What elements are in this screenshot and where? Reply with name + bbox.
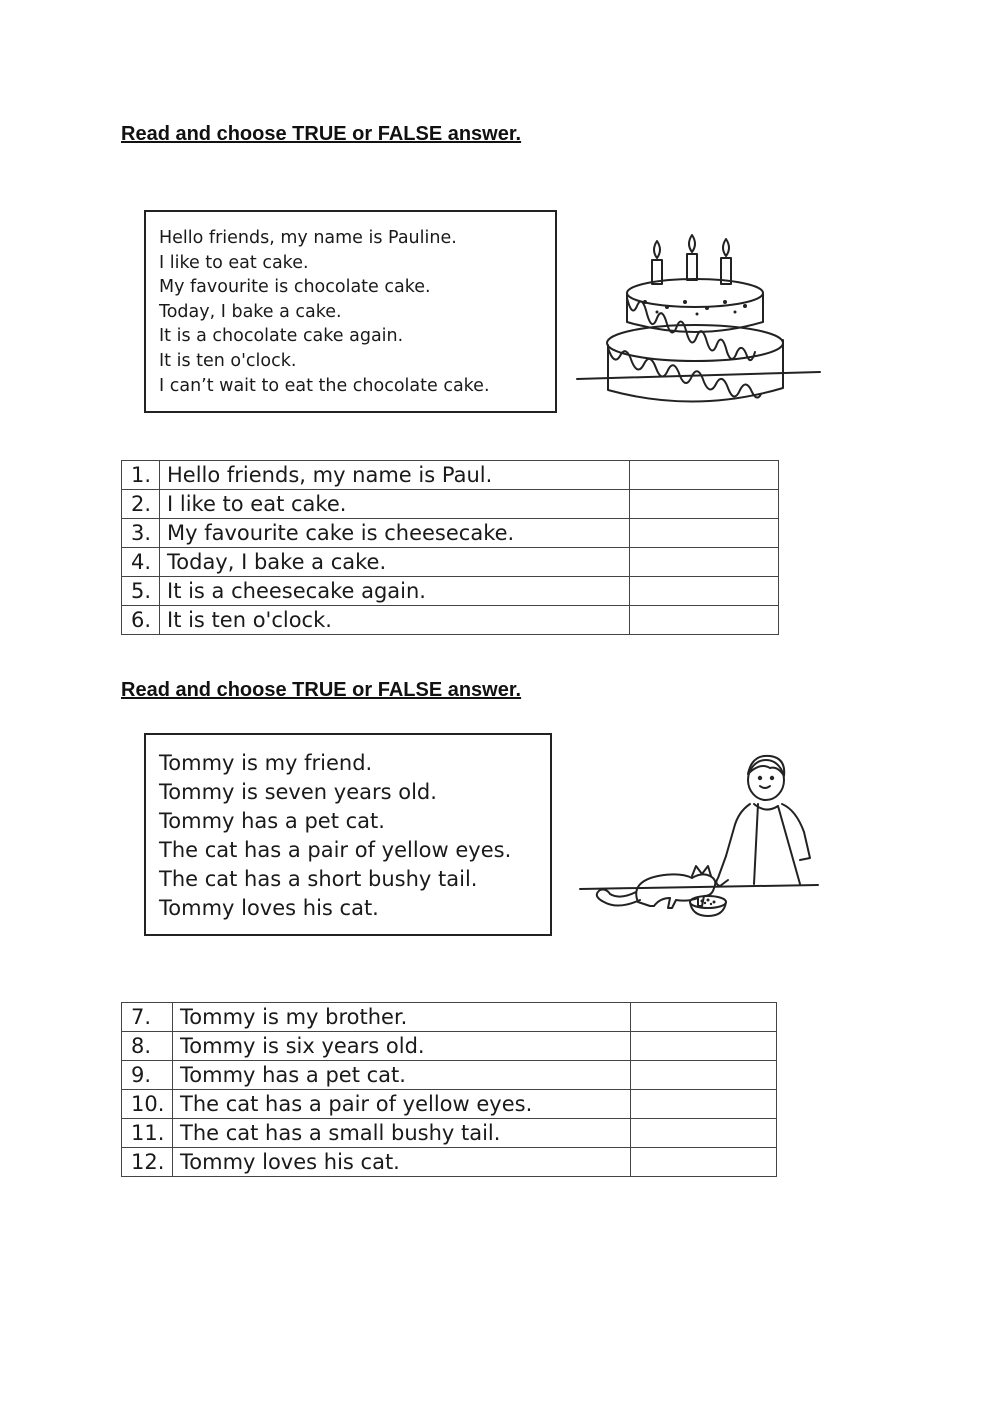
statement-text: Tommy loves his cat. [173,1148,631,1177]
row-number: 9. [122,1061,173,1090]
table-row [122,1032,777,1061]
story-line: Tommy is my friend. [159,751,373,775]
table-row [122,461,779,490]
story-line: It is a chocolate cake again. [159,326,404,347]
table-row [122,548,779,577]
answer-cell[interactable] [630,577,779,606]
table-row [122,1003,777,1032]
table-row [122,577,779,606]
row-number: 8. [122,1032,173,1061]
row-number: 12. [122,1148,173,1177]
row-number: 2. [122,490,160,519]
answer-cell[interactable] [630,548,779,577]
statement-text: Hello friends, my name is Paul. [160,461,630,490]
true-false-table-1 [121,460,779,635]
answer-cell[interactable] [631,1032,777,1061]
statement-text: Tommy is my brother. [173,1003,631,1032]
story-line: Tommy is seven years old. [159,780,437,804]
row-number: 4. [122,548,160,577]
story-line: The cat has a pair of yellow eyes. [159,838,512,862]
statement-text: It is a cheesecake again. [160,577,630,606]
row-number: 1. [122,461,160,490]
row-number: 3. [122,519,160,548]
section-2-heading: Read and choose TRUE or FALSE answer. [121,679,522,701]
row-number: 11. [122,1119,173,1148]
story-line: Hello friends, my name is Pauline. [159,228,457,248]
statement-text: Tommy has a pet cat. [173,1061,631,1090]
statement-text: The cat has a small bushy tail. [173,1119,631,1148]
statement-text: I like to eat cake. [160,490,630,519]
true-false-table-2 [121,1002,777,1177]
story-line: Tommy loves his cat. [159,896,379,920]
story-line: Tommy has a pet cat. [159,809,385,833]
row-number: 7. [122,1003,173,1032]
answer-cell[interactable] [630,490,779,519]
answer-cell[interactable] [631,1148,777,1177]
story-line: The cat has a short bushy tail. [159,867,478,891]
answer-cell[interactable] [630,606,779,635]
row-number: 5. [122,577,160,606]
statement-text: Tommy is six years old. [173,1032,631,1061]
answer-cell[interactable] [631,1061,777,1090]
table-row [122,1090,777,1119]
table-row [122,490,779,519]
table-row [122,1148,777,1177]
answer-cell[interactable] [631,1090,777,1119]
table-row [122,519,779,548]
answer-cell[interactable] [630,461,779,490]
table-row [122,1119,777,1148]
story-line: My favourite is chocolate cake. [159,277,431,298]
story-line: I can’t wait to eat the chocolate cake. [159,375,490,396]
birthday-cake-icon [575,232,825,414]
row-number: 6. [122,606,160,635]
answer-cell[interactable] [631,1119,777,1148]
answer-cell[interactable] [631,1003,777,1032]
row-number: 10. [122,1090,173,1119]
statement-text: The cat has a pair of yellow eyes. [173,1090,631,1119]
boy-feeding-cat-icon [578,752,823,922]
story-box-pauline [144,210,557,413]
statement-text: It is ten o'clock. [160,606,630,635]
table-row [122,606,779,635]
table-row [122,1061,777,1090]
story-line: I like to eat cake. [159,252,309,273]
statement-text: My favourite cake is cheesecake. [160,519,630,548]
statement-text: Today, I bake a cake. [160,548,630,577]
story-box-tommy [144,733,552,936]
story-line: It is ten o'clock. [159,350,297,371]
section-1-heading: Read and choose TRUE or FALSE answer. [121,123,522,145]
story-line: Today, I bake a cake. [159,301,342,322]
answer-cell[interactable] [630,519,779,548]
